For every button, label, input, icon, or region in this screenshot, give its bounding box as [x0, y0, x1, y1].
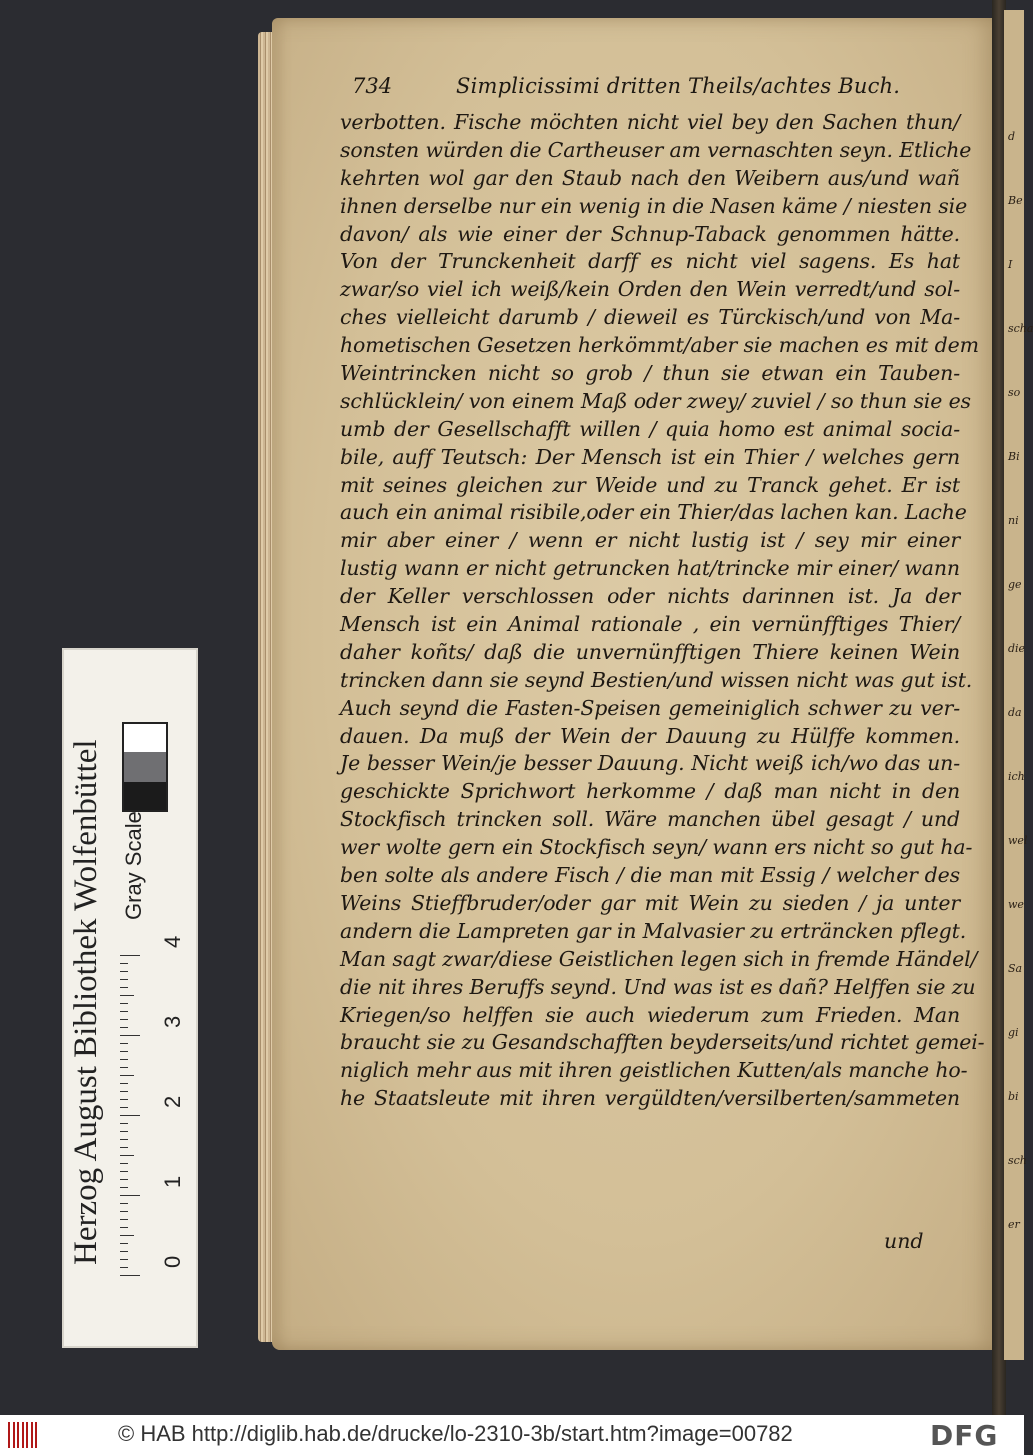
text-line: ben solte als andere Fisch / die man mit Essig / welcher des	[340, 863, 960, 888]
facing-page-fragment: wel	[1008, 834, 1028, 847]
text-line: Mensch ist ein Animal rationale , ein vernünfftiges Thier/	[340, 612, 960, 637]
logo-stripe	[31, 1422, 33, 1448]
ruler-number: 1	[160, 1175, 185, 1188]
ruler-tick	[120, 1155, 134, 1156]
running-head: Simplicissimi dritten Theils/achtes Buch.	[456, 74, 901, 98]
ruler-tick	[120, 1099, 128, 1100]
logo-stripe	[13, 1422, 15, 1448]
facing-page-fragment: die	[1008, 642, 1026, 655]
text-line: zwar/so viel ich weiß/kein Orden den Wein verredt/und sol-	[340, 277, 960, 302]
ruler-tick	[120, 979, 128, 980]
text-line: Weintrincken nicht so grob / thun sie etwan ein Tauben-	[340, 361, 960, 386]
ruler-tick	[120, 1195, 140, 1196]
text-line: ches vielleicht darumb / dieweil es Türckisch/und von Ma-	[340, 305, 960, 330]
text-line: he Staatsleute mit ihren vergüldten/versilberten/sammeten	[340, 1086, 960, 1111]
logo-stripe	[22, 1422, 24, 1448]
catchword: und	[884, 1229, 924, 1253]
gray-scale-label: Gray Scale	[121, 811, 146, 920]
body-text	[340, 109, 985, 1113]
text-line: Je besser Wein/je besser Dauung. Nicht weiß ich/wo das un-	[340, 751, 960, 776]
ruler-number: 2	[160, 1095, 185, 1108]
text-line: braucht sie zu Gesandschafften beyderseits/und richtet gemei-	[340, 1030, 985, 1055]
logo-stripe	[35, 1422, 37, 1448]
text-line: die nit ihres Beruffs seynd. Und was ist es dañ? Helffen sie zu	[340, 974, 976, 999]
text-line: geschickte Sprichwort herkomme / daß man nicht in den	[340, 779, 960, 804]
text-line: Weins Stieffbruder/oder gar mit Wein zu sieden / ja unter	[340, 890, 960, 915]
facing-page-fragment: gi	[1008, 1026, 1019, 1039]
facing-page-fragment: ge	[1008, 578, 1022, 591]
text-line: daher koñts/ daß die unvernünfftigen Thiere keinen Wein	[340, 639, 960, 664]
ruler-tick	[120, 1203, 128, 1204]
text-line: niglich mehr aus mit ihren geistlichen Kutten/als manche ho-	[340, 1058, 968, 1083]
text-line: wer wolte gern ein Stockfisch seyn/ wann ers nicht so gut ha-	[340, 835, 973, 860]
ruler-tick	[120, 1147, 128, 1148]
facing-page-fragment: sch	[1008, 1154, 1027, 1167]
text-line: dauen. Da muß der Wein der Dauung zu Hülffe kommen.	[340, 723, 960, 748]
ruler-tick	[120, 1219, 128, 1220]
text-line: ihnen derselbe nur ein wenig in die Nasen käme / niesten sie	[340, 193, 968, 218]
text-line: kehrten wol gar den Staub nach den Weibern aus/und wañ	[340, 165, 960, 190]
text-line: Auch seynd die Fasten-Speisen gemeiniglich schwer zu ver-	[340, 695, 960, 720]
facing-page-fragment: ich	[1008, 770, 1025, 783]
ruler-tick	[120, 1019, 128, 1020]
white-swatch	[122, 722, 168, 752]
text-line: hometischen Gesetzen herkömmt/aber sie machen es mit dem	[340, 333, 979, 358]
text-line: lustig wann er nicht getruncken hat/trincke mir einer/ wann	[340, 556, 960, 581]
ruler-number: 4	[160, 935, 185, 948]
ruler-tick	[120, 1075, 134, 1076]
ruler-tick	[120, 1235, 134, 1236]
facing-page-fragment: so	[1008, 386, 1021, 399]
ruler-tick	[120, 995, 134, 996]
text-line: mit seines gleichen zur Weide und zu Tranck gehet. Er ist	[340, 472, 960, 497]
page-header	[352, 74, 901, 102]
red-barcode-logo-icon	[8, 1422, 38, 1448]
ruler-tick	[120, 1027, 128, 1028]
black-swatch	[122, 782, 168, 812]
page-number: 734	[352, 74, 393, 98]
footer-bar	[0, 1415, 1024, 1455]
ruler-number: 3	[160, 1015, 185, 1028]
ruler-tick	[120, 1251, 128, 1252]
ruler-tick	[120, 987, 128, 988]
ruler-tick	[120, 1059, 128, 1060]
text-line: trincken dann sie seynd Bestien/und wissen nicht was gut ist.	[340, 667, 973, 692]
ruler-number: 0	[160, 1255, 185, 1268]
facing-page-fragment: we	[1008, 898, 1024, 911]
ruler-ticks	[120, 955, 140, 1285]
footer-citation[interactable]: © HAB http://diglib.hab.de/drucke/lo-2310-3b/start.htm?image=00782	[118, 1421, 793, 1446]
facing-page-fragment: er	[1008, 1218, 1020, 1231]
ruler-tick	[120, 1067, 128, 1068]
text-line: bile, auff Teutsch: Der Mensch ist ein Thier / welches gern	[340, 444, 960, 469]
ruler-tick	[120, 1115, 140, 1116]
ruler-tick	[120, 1123, 128, 1124]
text-line: sonsten würden die Cartheuser am vernaschten seyn. Etliche	[340, 137, 972, 162]
ruler-tick	[120, 1179, 128, 1180]
text-line: andern die Lampreten gar in Malvasier zu erträncken pflegt.	[340, 918, 967, 943]
dfg-logo: DFG	[930, 1419, 999, 1452]
ruler-tick	[120, 1107, 128, 1108]
ruler-tick	[120, 955, 140, 956]
ruler-tick	[120, 1259, 128, 1260]
facing-page-fragment: Bi	[1008, 450, 1020, 463]
ruler-tick	[120, 1171, 128, 1172]
text-line: Stockfisch trincken soll. Wäre manchen übel gesagt / und	[340, 807, 960, 832]
ruler-tick	[120, 1211, 128, 1212]
facing-page-fragment: Sa	[1008, 962, 1023, 975]
ruler-tick	[120, 1083, 128, 1084]
facing-page-fragment: bi	[1008, 1090, 1019, 1103]
facing-page-fragment: ni	[1008, 514, 1019, 527]
text-line: davon/ als wie einer der Schnup-Taback genommen hätte.	[340, 221, 960, 246]
text-line: Man sagt zwar/diese Geistlichen legen sich in fremde Händel/	[340, 946, 978, 971]
ruler-tick	[120, 963, 128, 964]
ruler-tick	[120, 1091, 128, 1092]
ruler-tick	[120, 1275, 140, 1276]
ruler-tick	[120, 1043, 128, 1044]
gray-swatch	[122, 752, 168, 782]
ruler-tick	[120, 1267, 128, 1268]
text-line: mir aber einer / wenn er nicht lustig ist / sey mir einer	[340, 528, 960, 553]
logo-stripe	[26, 1422, 28, 1448]
facing-page-fragment: d	[1008, 130, 1016, 143]
library-name: Herzog August Bibliothek Wolfenbüttel	[68, 739, 104, 1265]
logo-stripe	[17, 1422, 19, 1448]
ruler-tick	[120, 1003, 128, 1004]
ruler-tick	[120, 1163, 128, 1164]
text-line: verbotten. Fische möchten nicht viel bey den Sachen thun/	[340, 110, 960, 134]
text-line: auch ein animal risibile,oder ein Thier/das lachen kan. Lache	[340, 500, 967, 525]
ruler-tick	[120, 1243, 128, 1244]
ruler-tick	[120, 1131, 128, 1132]
facing-page-fragment: Be	[1008, 194, 1023, 207]
ruler-tick	[120, 1011, 128, 1012]
text-line: schlücklein/ von einem Maß oder zwey/ zuviel / so thun sie es	[340, 388, 971, 413]
ruler-tick	[120, 1227, 128, 1228]
logo-stripe	[8, 1422, 10, 1448]
text-line: Kriegen/so helffen sie auch wiederum zum Frieden. Man	[340, 1002, 960, 1027]
ruler-tick	[120, 1035, 140, 1036]
facing-page-fragment: da	[1008, 706, 1022, 719]
facing-page-edge	[1004, 10, 1033, 1360]
text-line: umb der Gesellschafft willen / quia homo est animal socia-	[340, 416, 960, 441]
facing-page-fragment: scha	[1008, 322, 1033, 335]
ruler-tick	[120, 971, 128, 972]
text-line: der Keller verschlossen oder nichts darinnen ist. Ja der	[340, 584, 960, 609]
ruler-tick	[120, 1187, 128, 1188]
ruler-tick	[120, 1051, 128, 1052]
facing-page-fragment: I	[1008, 258, 1013, 271]
ruler-tick	[120, 1139, 128, 1140]
text-line: Von der Trunckenheit darff es nicht viel sagens. Es hat	[340, 249, 960, 274]
